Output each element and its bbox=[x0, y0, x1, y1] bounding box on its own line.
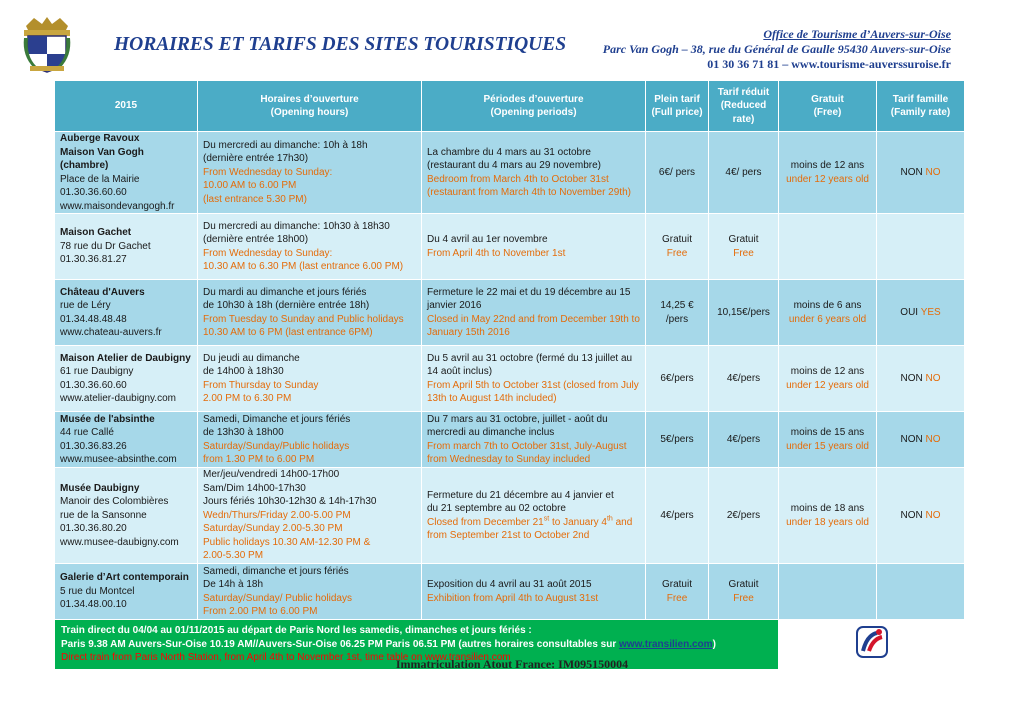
full-price-cell: 14,25 € /pers bbox=[646, 280, 709, 346]
header-hours: Horaires d’ouverture (Opening hours) bbox=[198, 81, 422, 132]
family-cell: NON NO bbox=[877, 468, 965, 564]
reduced-price-cell: 4€/pers bbox=[709, 346, 779, 412]
periods-cell: Fermeture le 22 mai et du 19 décembre au 15 janvier 2016 Closed in May 22nd and from December 19th to January 15th 2016 bbox=[422, 280, 646, 346]
site-cell: Musée Daubigny Manoir des Colombières rue de la Sansonne 01.30.36.80.20 www.musee-daubigny.com bbox=[55, 468, 198, 564]
header-full-price: Plein tarif (Full price) bbox=[646, 81, 709, 132]
hours-cell: Mer/jeu/vendredi 14h00-17h00 Sam/Dim 14h00-17h30 Jours fériés 10h30-12h30 & 14h-17h30 Wedn/Thurs/Friday 2.00-5.00 PM Saturday/Sunday 2.00-5.30 PM Public holidays 10.30 AM-12.30 PM & 2.00-5.30 PM bbox=[198, 468, 422, 564]
reduced-price-cell: 4€/ pers bbox=[709, 132, 779, 214]
header-periods: Périodes d’ouverture (Opening periods) bbox=[422, 81, 646, 132]
periods-cell: La chambre du 4 mars au 31 octobre (restaurant du 4 mars au 29 novembre) Bedroom from March 4th to October 31st (restaurant from March 4th to November 29th) bbox=[422, 132, 646, 214]
registration-number: Immatriculation Atout France: IM095150004 bbox=[395, 657, 629, 671]
site-cell: Maison Atelier de Daubigny 61 rue Daubigny 01.30.36.60.60 www.atelier-daubigny.com bbox=[55, 346, 198, 412]
transilien-link[interactable]: www.transilien.com bbox=[619, 638, 713, 650]
periods-cell: Du 5 avril au 31 octobre (fermé du 13 juillet au 14 août inclus) From April 5th to October 31st (closed from July 13th to August 14th included) bbox=[422, 346, 646, 412]
periods-cell: Fermeture du 21 décembre au 4 janvier et du 21 septembre au 02 octobre Closed from December 21st to January 4th and from September 21st to October 2nd bbox=[422, 468, 646, 564]
free-cell: moins de 12 ans under 12 years old bbox=[779, 132, 877, 214]
free-cell: moins de 6 ans under 6 years old bbox=[779, 280, 877, 346]
hours-cell: Du mercredi au dimanche: 10h à 18h (dernière entrée 17h30) From Wednesday to Sunday: 10.00 AM to 6.00 PM (last entrance 5.30 PM) bbox=[198, 132, 422, 214]
schedule-table bbox=[54, 80, 965, 670]
header-reduced-price: Tarif réduit (Reduced rate) bbox=[709, 81, 779, 132]
full-price-cell: Gratuit Free bbox=[646, 564, 709, 620]
office-info bbox=[603, 27, 951, 72]
full-price-cell: 6€/ pers bbox=[646, 132, 709, 214]
reduced-price-cell: 2€/pers bbox=[709, 468, 779, 564]
periods-cell: Exposition du 4 avril au 31 août 2015 Exhibition from April 4th to August 31st bbox=[422, 564, 646, 620]
table-row bbox=[55, 564, 965, 620]
site-cell: Musée de l'absinthe 44 rue Callé 01.30.36.83.26 www.musee-absinthe.com bbox=[55, 412, 198, 468]
periods-cell: Du 7 mars au 31 octobre, juillet - août du mercredi au dimanche inclus From march 7th to October 31st, July-August from Wednesday to Sunday included bbox=[422, 412, 646, 468]
reduced-price-cell: Gratuit Free bbox=[709, 564, 779, 620]
office-contact: 01 30 36 71 81 – www.tourisme-auverssuroise.fr bbox=[707, 57, 951, 71]
site-cell: Galerie d’Art contemporain 5 rue du Montcel 01.34.48.00.10 bbox=[55, 564, 198, 620]
reduced-price-cell: 4€/pers bbox=[709, 412, 779, 468]
family-cell bbox=[877, 564, 965, 620]
hours-cell: Du jeudi au dimanche de 14h00 à 18h30 From Thursday to Sunday 2.00 PM to 6.30 PM bbox=[198, 346, 422, 412]
free-cell: moins de 12 ans under 12 years old bbox=[779, 346, 877, 412]
free-cell bbox=[779, 214, 877, 280]
header-year: 2015 bbox=[55, 81, 198, 132]
free-cell: moins de 18 ans under 18 years old bbox=[779, 468, 877, 564]
town-coat-of-arms-logo bbox=[22, 16, 72, 74]
periods-cell: Du 4 avril au 1er novembre From April 4th to November 1st bbox=[422, 214, 646, 280]
table-row bbox=[55, 132, 965, 214]
table-row bbox=[55, 346, 965, 412]
table-row bbox=[55, 214, 965, 280]
free-cell: moins de 15 ans under 15 years old bbox=[779, 412, 877, 468]
reduced-price-cell: 10,15€/pers bbox=[709, 280, 779, 346]
page-title: HORAIRES ET TARIFS DES SITES TOURISTIQUES bbox=[114, 34, 567, 55]
table-row bbox=[55, 412, 965, 468]
office-address: Parc Van Gogh – 38, rue du Général de Gaulle 95430 Auvers-sur-Oise bbox=[602, 42, 951, 56]
table-row bbox=[55, 468, 965, 564]
office-name-link[interactable]: Office de Tourisme d’Auvers-sur-Oise bbox=[763, 27, 951, 41]
site-cell: Maison Gachet 78 rue du Dr Gachet 01.30.36.81.27 bbox=[55, 214, 198, 280]
full-price-cell: Gratuit Free bbox=[646, 214, 709, 280]
table-header-row bbox=[55, 81, 965, 132]
family-cell: NON NO bbox=[877, 412, 965, 468]
hours-cell: Du mercredi au dimanche: 10h30 à 18h30 (dernière entrée 18h00) From Wednesday to Sunday: 10.30 AM to 6.30 PM (last entrance 6.00 PM) bbox=[198, 214, 422, 280]
reduced-price-cell: Gratuit Free bbox=[709, 214, 779, 280]
family-cell bbox=[877, 214, 965, 280]
family-cell: NON NO bbox=[877, 346, 965, 412]
full-price-cell: 6€/pers bbox=[646, 346, 709, 412]
header-family-rate: Tarif famille (Family rate) bbox=[877, 81, 965, 132]
hours-cell: Samedi, dimanche et jours fériés De 14h à 18h Saturday/Sunday/ Public holidays From 2.00 PM to 6.00 PM bbox=[198, 564, 422, 620]
hours-cell: Du mardi au dimanche et jours fériés de 10h30 à 18h (dernière entrée 18h) From Tuesday to Sunday and Public holidays 10.30 AM to 6 PM (last entrance 6PM) bbox=[198, 280, 422, 346]
full-price-cell: 5€/pers bbox=[646, 412, 709, 468]
site-cell: Auberge Ravoux Maison Van Gogh (chambre) Place de la Mairie 01.30.36.60.60 www.maisondevangogh.fr bbox=[55, 132, 198, 214]
family-cell: OUI YES bbox=[877, 280, 965, 346]
site-cell: Château d'Auvers rue de Léry 01.34.48.48.48 www.chateau-auvers.fr bbox=[55, 280, 198, 346]
free-cell bbox=[779, 564, 877, 620]
hours-cell: Samedi, Dimanche et jours fériés de 13h30 à 18h00 Saturday/Sunday/Public holidays from 1.30 PM to 6.00 PM bbox=[198, 412, 422, 468]
full-price-cell: 4€/pers bbox=[646, 468, 709, 564]
family-cell: NON NO bbox=[877, 132, 965, 214]
transilien-logo-icon bbox=[855, 625, 889, 659]
train-info-cell: Train direct du 04/04 au 01/11/2015 au départ de Paris Nord les samedis, dimanches et jours fériés : Paris 9.38 AM Auvers-Sur-Oise 10.19 AM//Auvers-Sur-Oise 06.25 PM Paris 06.51 PM (autres horaires consultables sur www.transilien.com) Direct train from Paris North Station, from April 4th to November 1st, time table on www.transilien.com bbox=[55, 620, 779, 670]
table-row bbox=[55, 280, 965, 346]
header-free: Gratuit (Free) bbox=[779, 81, 877, 132]
